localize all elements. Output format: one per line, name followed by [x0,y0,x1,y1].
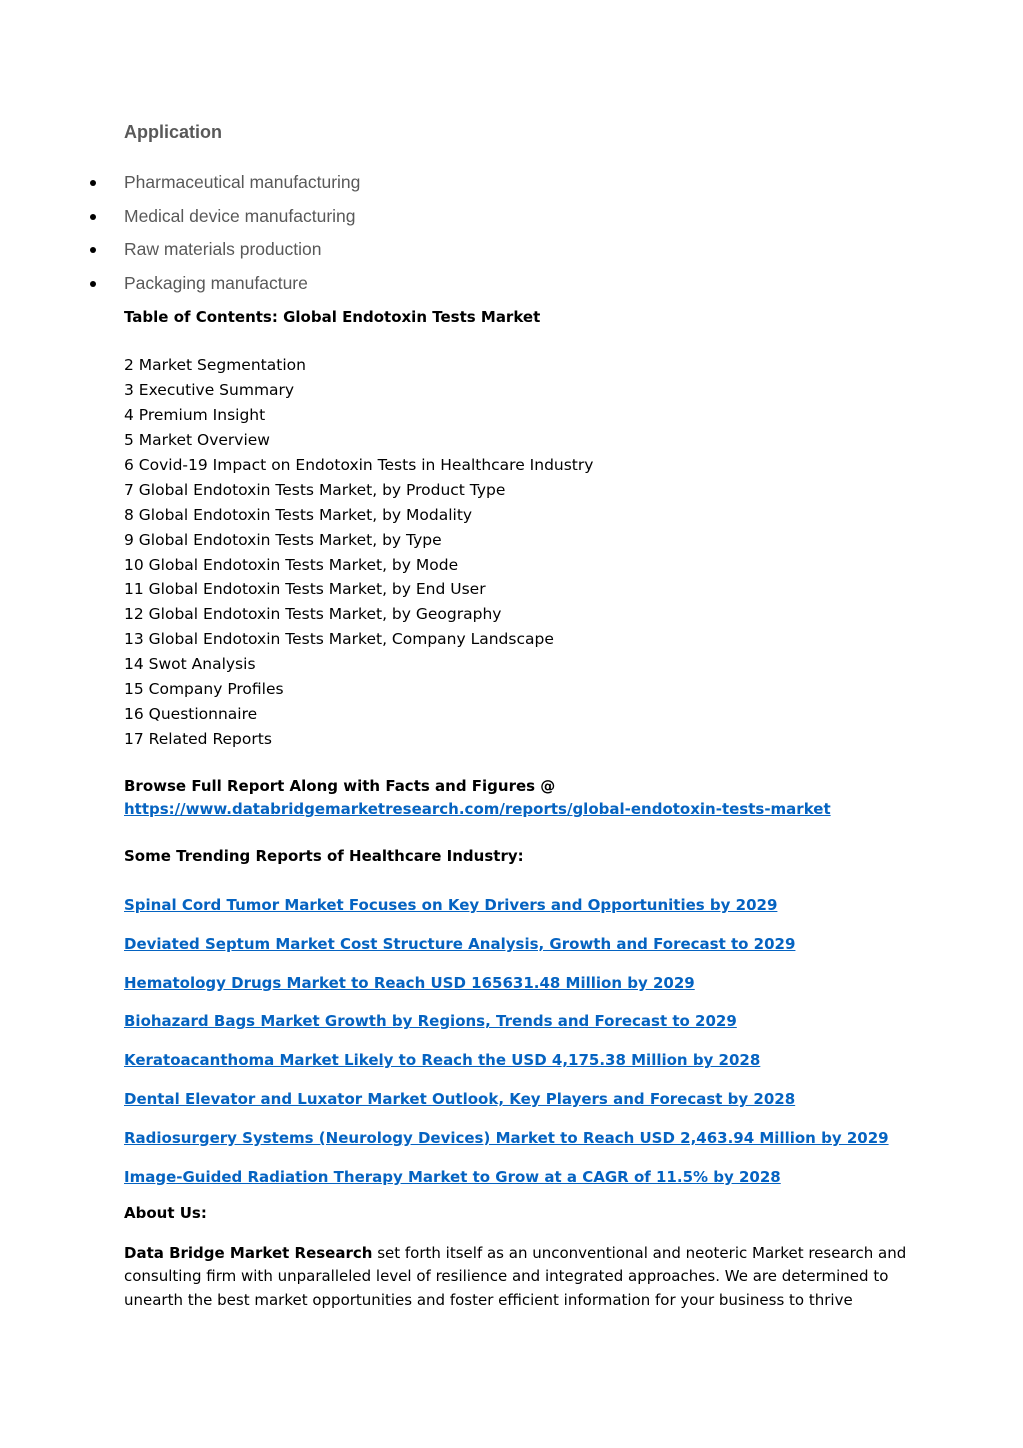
application-item-label: Raw materials production [124,239,322,260]
list-item [124,933,889,972]
bullet-icon [90,180,96,186]
bullet-icon [90,247,96,253]
list-item [124,1010,889,1049]
application-item-label: Pharmaceutical manufacturing [124,172,361,192]
toc-item: 6 Covid-19 Impact on Endotoxin Tests in Healthcare Industry [124,455,594,474]
trending-heading: Some Trending Reports of Healthcare Industry: [124,847,524,865]
about-text: set forth itself as an unconventional and neoteric Market research and consulting firm with unparalleled level of resilience and integrated approaches. We are determined to unearth the best market opportunities and foster efficient information for your business to thrive [124,1244,907,1309]
trending-report-link[interactable]: Deviated Septum Market Cost Structure Analysis, Growth and Forecast to 2029 [124,934,796,953]
toc-item: 5 Market Overview [124,430,270,449]
trending-report-link[interactable]: Biohazard Bags Market Growth by Regions, Trends and Forecast to 2029 [124,1012,737,1031]
toc-item: 8 Global Endotoxin Tests Market, by Modality [124,505,473,524]
trending-report-link[interactable]: Radiosurgery Systems (Neurology Devices) Market to Reach USD 2,463.94 Million by 2029 [124,1128,889,1147]
toc-item: 7 Global Endotoxin Tests Market, by Product Type [124,480,506,499]
trending-report-link[interactable]: Hematology Drugs Market to Reach USD 165631.48 Million by 2029 [124,973,695,992]
list-item [124,1088,889,1127]
toc-item: 11 Global Endotoxin Tests Market, by End User [124,580,486,599]
toc-item: 14 Swot Analysis [124,655,256,674]
bullet-icon [90,214,96,220]
application-item-label: Medical device manufacturing [124,205,356,226]
toc-item: 9 Global Endotoxin Tests Market, by Type [124,530,442,549]
toc-item: 16 Questionnaire [124,705,258,724]
application-heading: Application [124,122,222,142]
bullet-icon [90,281,96,287]
toc-item: 10 Global Endotoxin Tests Market, by Mode [124,555,459,574]
list-item [124,972,889,1011]
about-heading: About Us: [124,1204,207,1222]
trending-report-link[interactable]: Spinal Cord Tumor Market Focuses on Key Drivers and Opportunities by 2029 [124,896,778,914]
toc-item: 15 Company Profiles [124,680,284,699]
toc-item: 2 Market Segmentation [124,356,306,374]
company-name: Data Bridge Market Research [124,1244,373,1262]
toc-item: 3 Executive Summary [124,380,295,399]
toc-item: 17 Related Reports [124,730,272,749]
toc-list [124,354,593,753]
list-item [124,894,889,933]
trending-list [124,894,889,1204]
toc-item: 13 Global Endotoxin Tests Market, Company Landscape [124,630,554,649]
list-item [124,1166,889,1205]
toc-heading: Table of Contents: Global Endotoxin Tests Market [124,308,541,326]
application-item-label: Packaging manufacture [124,273,308,294]
toc-item: 4 Premium Insight [124,405,266,424]
trending-report-link[interactable]: Dental Elevator and Luxator Market Outlook, Key Players and Forecast by 2028 [124,1089,796,1108]
list-item [124,1127,889,1166]
toc-item: 12 Global Endotoxin Tests Market, by Geography [124,605,502,624]
trending-report-link[interactable]: Image-Guided Radiation Therapy Market to Grow at a CAGR of 11.5% by 2028 [124,1167,781,1186]
full-report-link[interactable]: https://www.databridgemarketresearch.com/reports/global-endotoxin-tests-market [124,800,831,818]
about-paragraph [124,1242,914,1312]
browse-label: Browse Full Report Along with Facts and Figures @ [124,777,556,795]
trending-report-link[interactable]: Keratoacanthoma Market Likely to Reach the USD 4,175.38 Million by 2028 [124,1051,761,1070]
list-item [124,1049,889,1088]
